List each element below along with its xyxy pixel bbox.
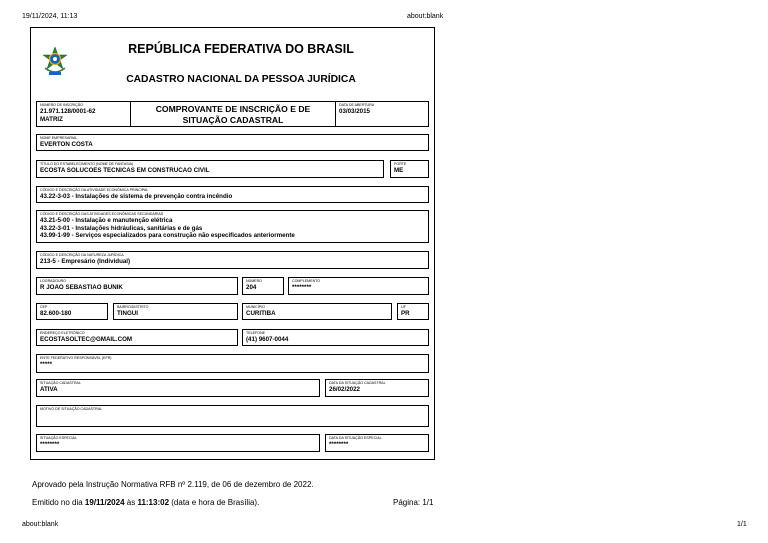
cadastro-title: CADASTRO NACIONAL DA PESSOA JURÍDICA [126,74,356,85]
print-datetime: 19/11/2024, 11:13 [22,13,78,20]
emitido-prefix: Emitido no dia [32,498,85,507]
nome-empresarial-value: EVERTON COSTA [40,141,93,148]
data-situacao-especial-box [325,434,429,452]
numero-inscricao-value: 21.971.128/0001-62 [40,108,96,115]
cep-value: 82.600-180 [40,310,72,317]
titulo-estabelecimento-label: TÍTULO DO ESTABELECIMENTO (NOME DE FANTASIA) [40,162,134,166]
porte-value: ME [394,167,404,174]
coat-of-arms-icon [41,46,69,78]
atividade-secundaria-3: 43.99-1-99 - Serviços especializados para construção não especificados anteriormente [40,232,295,240]
matriz-value: MATRIZ [40,115,63,123]
porte-label: PORTE [394,162,407,166]
comprovante-title: COMPROVANTE DE INSCRIÇÃO E DE SITUAÇÃO CADASTRAL [155,104,311,125]
data-situacao-especial-value: ******** [329,441,349,448]
emitido-suffix: (data e hora de Brasília). [169,498,260,507]
data-situacao-especial-label: DATA DA SITUAÇÃO ESPECIAL [329,436,382,440]
uf-box [397,303,429,320]
cep-box [36,303,108,320]
motivo-situacao-label: MOTIVO DE SITUAÇÃO CADASTRAL [40,407,103,411]
data-abertura-box [335,101,429,127]
republic-title: REPÚBLICA FEDERATIVA DO BRASIL [128,42,354,56]
municipio-box [242,303,392,320]
efr-label: ENTE FEDERATIVO RESPONSÁVEL (EFR) [40,356,112,360]
motivo-situacao-box [36,405,429,427]
complemento-label: COMPLEMENTO [292,279,321,283]
efr-box [36,354,429,373]
numero-value: 204 [246,284,257,291]
numero-label: NÚMERO [246,279,262,283]
uf-label: UF [401,305,406,309]
email-box [36,329,238,346]
atividade-principal-box [36,186,429,203]
nome-empresarial-box [36,134,429,151]
numero-inscricao-box [36,101,131,127]
telefone-box [242,329,429,346]
atividades-secundarias-box [36,210,429,243]
uf-value: PR [401,310,410,317]
atividade-principal-value: 43.22-3-03 - Instalações de sistema de prevenção contra incêndio [40,193,233,200]
efr-value: ***** [40,361,53,368]
numero-inscricao-label: NÚMERO DE INSCRIÇÃO [40,103,83,107]
situacao-especial-label: SITUAÇÃO ESPECIAL [40,436,77,440]
print-footer-url: about:blank [22,521,59,528]
complemento-box [288,277,429,295]
email-label: ENDEREÇO ELETRÔNICO [40,331,85,335]
emitido-date: 19/11/2024 [84,498,125,507]
situacao-especial-box [36,434,320,452]
natureza-juridica-label: CÓDIGO E DESCRIÇÃO DA NATUREZA JURÍDICA [40,253,124,257]
atividade-secundaria-2: 43.22-3-01 - Instalações hidráulicas, sanitárias e de gás [40,224,203,232]
atividades-secundarias-label: CÓDIGO E DESCRIÇÃO DAS ATIVIDADES ECONÔMICAS SECUNDÁRIAS [40,212,164,216]
pagina-text: Página: 1/1 [393,498,434,507]
emitido-text [32,498,259,507]
situacao-especial-value: ******** [40,441,60,448]
natureza-juridica-value: 213-5 - Empresário (Individual) [40,258,131,265]
bairro-label: BAIRRO/DISTRITO [117,305,149,309]
telefone-value: (41) 9607-0044 [246,336,289,343]
print-url: about:blank [407,13,444,20]
email-value: ECOSTASOLTEC@GMAIL.COM [40,336,133,343]
nome-empresarial-label: NOME EMPRESARIAL [40,136,78,140]
data-situacao-cadastral-value: 26/02/2022 [329,386,360,393]
data-abertura-label: DATA DE ABERTURA [339,103,375,107]
emitido-time: 11:13:02 [137,498,170,507]
titulo-estabelecimento-box [36,160,384,178]
bairro-value: TINGUI [117,310,138,317]
telefone-label: TELEFONE [246,331,265,335]
logradouro-value: R JOAO SEBASTIAO BUNIK [40,284,123,291]
print-page-count: 1/1 [737,521,747,528]
cep-label: CEP [40,305,48,309]
numero-box [242,277,284,295]
data-abertura-value: 03/03/2015 [339,108,370,115]
comprovante-box [130,101,336,127]
atividade-principal-label: CÓDIGO E DESCRIÇÃO DA ATIVIDADE ECONÔMICA PRINCIPAL [40,188,149,192]
aprovado-text: Aprovado pela Instrução Normativa RFB nº 2.119, de 06 de dezembro de 2022. [32,480,314,489]
emitido-mid: às [124,498,138,507]
natureza-juridica-box [36,251,429,269]
data-situacao-cadastral-box [325,379,429,397]
bairro-box [113,303,238,320]
municipio-label: MUNICÍPIO [246,305,265,309]
situacao-cadastral-value: ATIVA [40,386,58,393]
porte-box [390,160,429,178]
titulo-estabelecimento-value: ECOSTA SOLUCOES TECNICAS EM CONSTRUCAO CIVIL [40,167,210,174]
atividade-secundaria-1: 43.21-5-00 - Instalação e manutenção elétrica [40,217,173,224]
municipio-value: CURITIBA [246,310,276,317]
complemento-value: ******** [292,284,312,291]
logradouro-box [36,277,238,295]
data-situacao-cadastral-label: DATA DA SITUAÇÃO CADASTRAL [329,381,386,385]
logradouro-label: LOGRADOURO [40,279,66,283]
situacao-cadastral-box [36,379,320,397]
document-frame [30,27,435,460]
situacao-cadastral-label: SITUAÇÃO CADASTRAL [40,381,81,385]
